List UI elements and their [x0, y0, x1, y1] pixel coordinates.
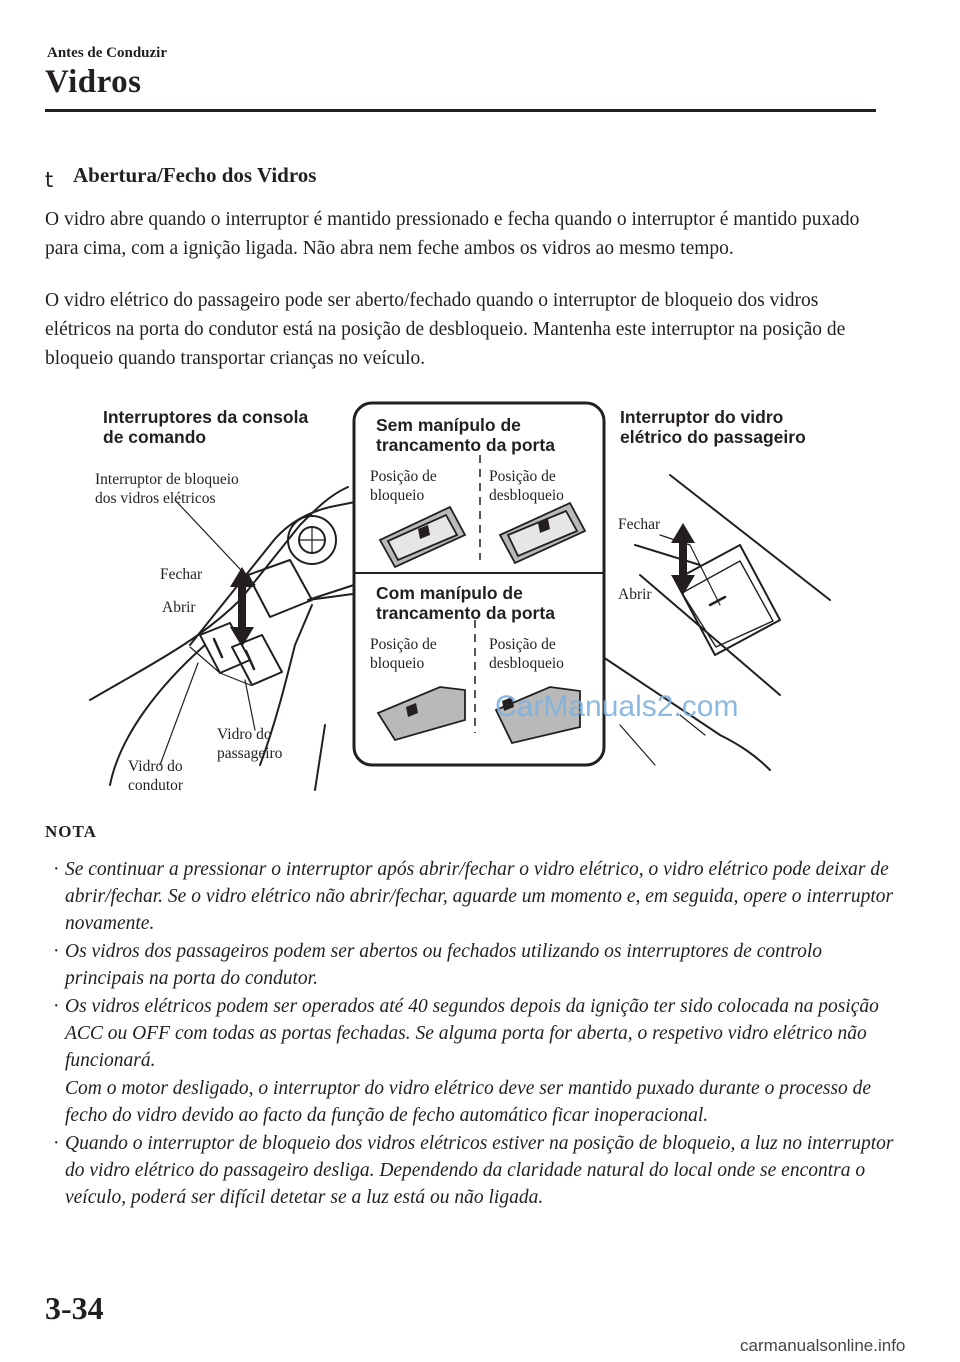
label-open-passenger: Abrir: [618, 586, 652, 603]
note-item: · Quando o interruptor de bloqueio dos vidros elétricos estiver na posição de bloqueio, a luz no interruptor do vidro elétrico do passageiro desliga. Dependendo da claridade natural do local onde se encontra o veículo, poderá ser difícil detetar se a luz está ou não ligada.: [45, 1130, 895, 1211]
section-marker-icon: t: [45, 168, 54, 192]
label-lock-position-top: Posição de bloqueio: [370, 468, 437, 504]
note-item: · Os vidros dos passageiros podem ser abertos ou fechados utilizando os interruptores de controlo principais na porta do condutor.: [45, 938, 895, 992]
label-lock-position-bottom: Posição de bloqueio: [370, 636, 437, 672]
title-divider: [45, 109, 876, 112]
label-console-switches: Interruptores da consola de comando: [103, 407, 309, 447]
page-number: 3-34: [45, 1290, 104, 1326]
label-with-handle: Com manípulo de trancamento da porta: [376, 583, 555, 623]
label-close-passenger: Fechar: [618, 516, 661, 533]
label-unlock-position-top: Posição de desbloqueio: [489, 468, 564, 504]
label-lock-switch: Interruptor de bloqueio dos vidros elétricos: [95, 471, 239, 507]
footer-site[interactable]: carmanualsonline.info: [740, 1336, 906, 1355]
page-title: Vidros: [45, 64, 142, 100]
label-unlock-position-bottom: Posição de desbloqueio: [489, 636, 564, 672]
label-driver-window: Vidro do condutor: [128, 758, 184, 794]
label-close-console: Fechar: [160, 566, 203, 583]
note-item: · Se continuar a pressionar o interruptor após abrir/fechar o vidro elétrico, o vidro elétrico pode deixar de abrir/fechar. Se o vidro elétrico não abrir/fechar, aguarde um momento e, em seguida, opere o interruptor novamente.: [45, 856, 895, 937]
body-paragraph-2: O vidro elétrico do passageiro pode ser aberto/fechado quando o interruptor de bloqueio dos vidros elétricos na porta do condutor está na posição de desbloqueio. Mantenha este interruptor na posição de bloqueio quando transportar crianças no veículo.: [45, 290, 846, 369]
label-passenger-window: Vidro do passageiro: [217, 726, 283, 762]
label-passenger-switch: Interruptor do vidro elétrico do passageiro: [620, 407, 806, 447]
label-without-handle: Sem manípulo de trancamento da porta: [376, 415, 555, 455]
watermark: CarManuals2.com: [495, 690, 739, 723]
note-list: [45, 856, 895, 1212]
body-paragraph-1: O vidro abre quando o interruptor é mantido pressionado e fecha quando o interruptor é mantido puxado para cima, com a ignição ligada. Não abra nem feche ambos os vidros ao mesmo tempo.: [45, 209, 860, 259]
note-item: · Os vidros elétricos podem ser operados até 40 segundos depois da ignição ter sido colocada na posição ACC ou OFF com todas as portas fechadas. Se alguma porta for aberta, o respetivo vidro elétrico não funcionará.: [45, 993, 895, 1074]
chapter-title: Antes de Conduzir: [47, 45, 168, 61]
label-open-console: Abrir: [162, 599, 196, 616]
note-item-continued: Com o motor desligado, o interruptor do vidro elétrico deve ser mantido puxado durante o processo de fecho do vidro devido ao facto da função de fecho automático ficar inoperacional.: [65, 1078, 872, 1126]
note-heading: NOTA: [45, 822, 97, 841]
window-switch-illustration: [80, 395, 880, 805]
section-title: Abertura/Fecho dos Vidros: [73, 163, 317, 187]
